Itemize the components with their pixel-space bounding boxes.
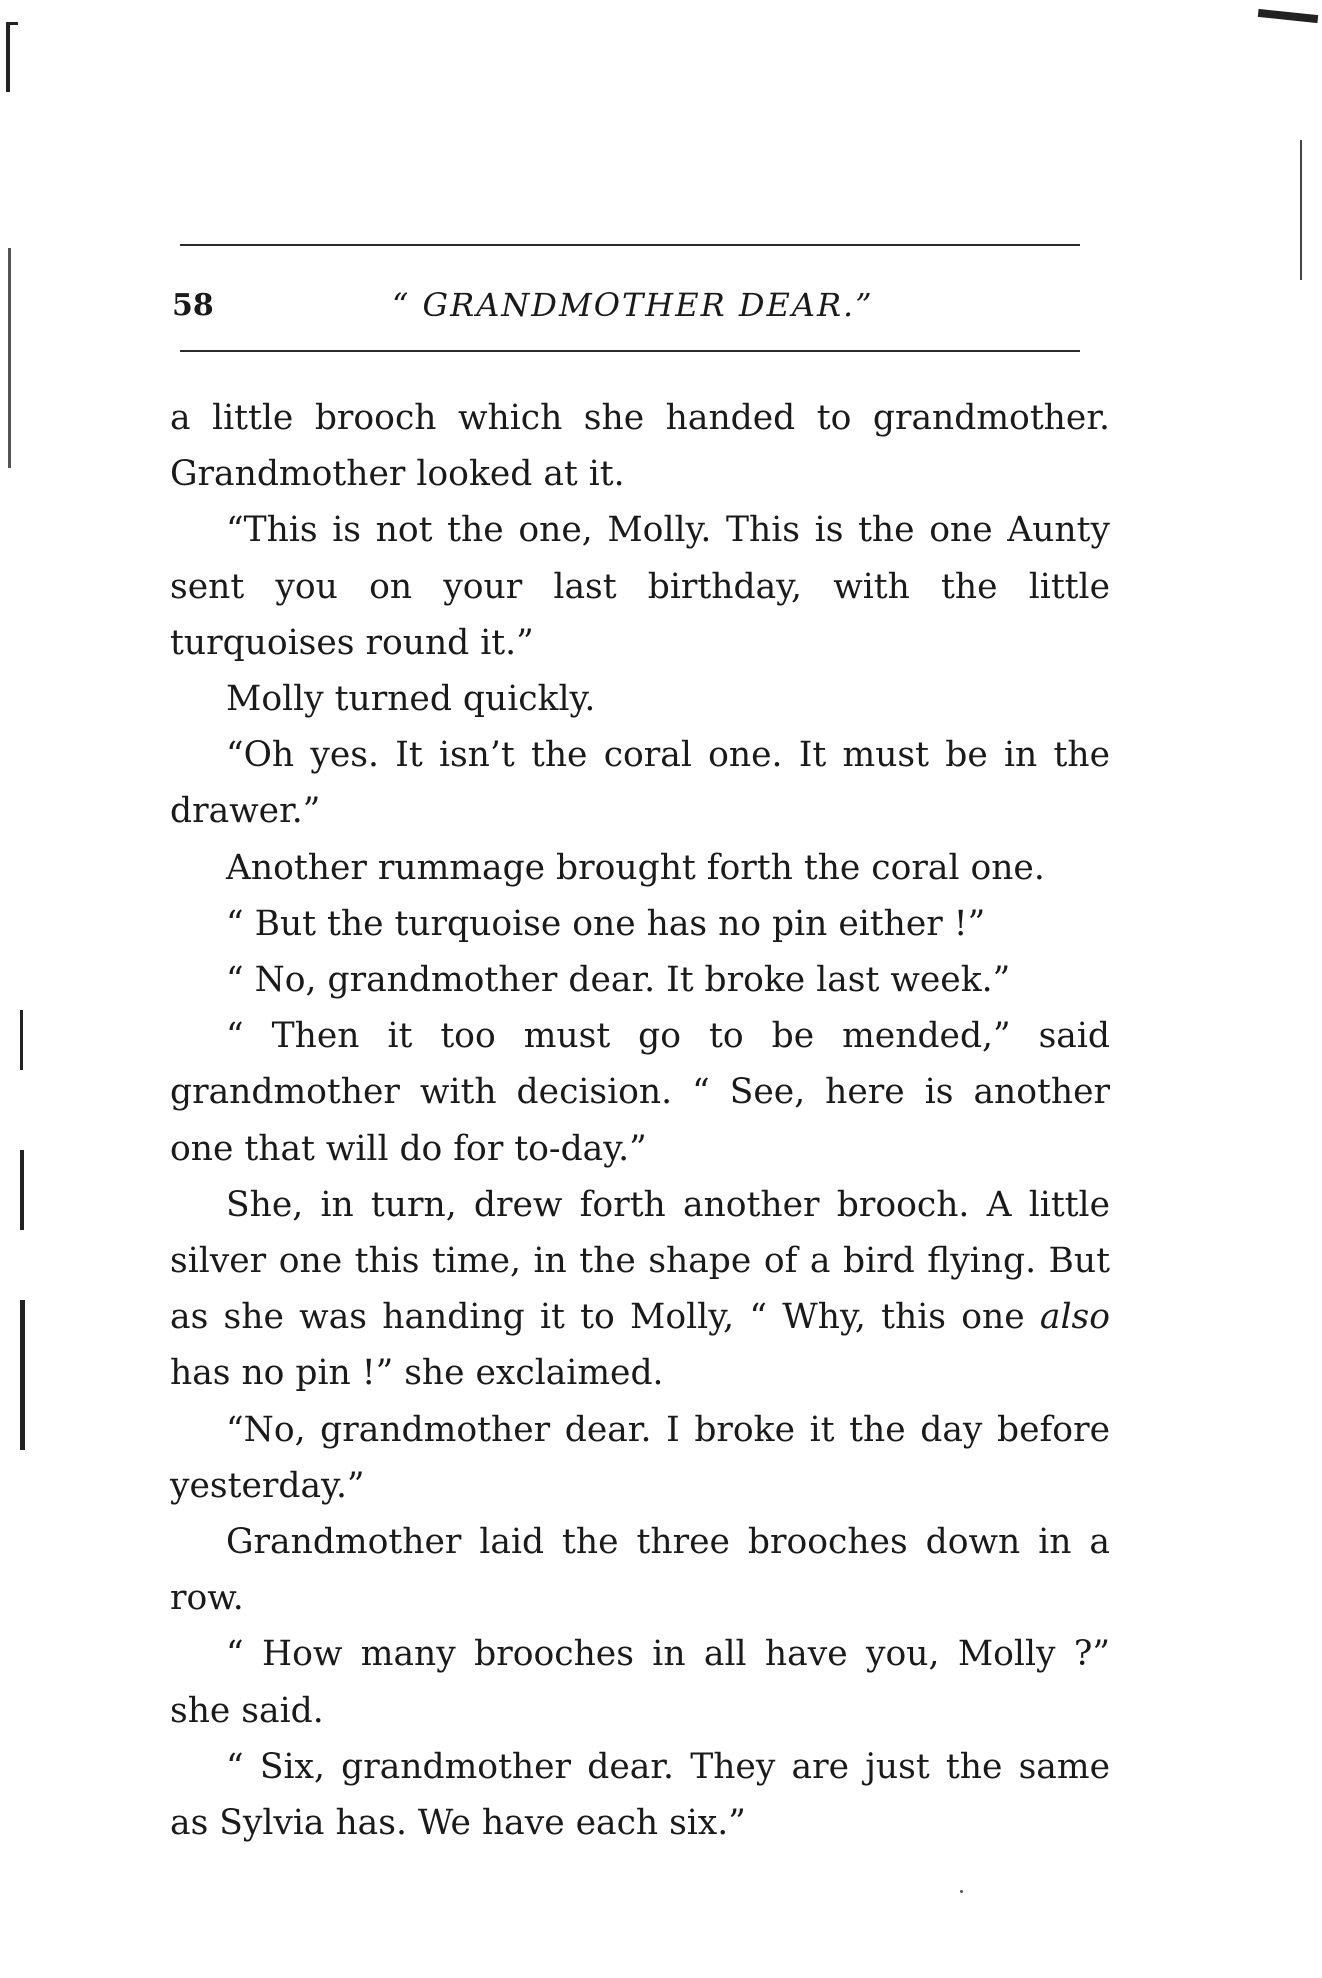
paragraph: “No, grandmother dear. I broke it the day before yesterday.”: [170, 1409, 1110, 1506]
scan-edge-mark: [1258, 9, 1319, 23]
italic-word: also: [1039, 1297, 1110, 1338]
scan-edge-mark: [20, 1010, 23, 1070]
paragraph: “ But the turquoise one has no pin either !”: [226, 903, 986, 944]
running-title: “ GRANDMOTHER DEAR.”: [392, 286, 874, 324]
paragraph: “ How many brooches in all have you, Molly ?” she said.: [170, 1634, 1110, 1731]
paragraph: Another rummage brought forth the coral one.: [226, 847, 1045, 888]
header-top-rule: [180, 244, 1080, 246]
paragraph: [170, 1177, 1110, 1402]
scan-edge-mark: [20, 1300, 25, 1450]
paragraph: Molly turned quickly.: [226, 679, 596, 720]
scan-edge-mark: [20, 1150, 24, 1230]
page-number: 58: [172, 288, 214, 323]
scan-edge-mark: [6, 22, 18, 25]
paragraph: “This is not the one, Molly. This is the one Aunty sent you on your last birthday, with the little turquoises round it.”: [170, 510, 1110, 663]
paragraph: a little brooch which she handed to grandmother. Grandmother looked at it.: [170, 398, 1110, 495]
scan-edge-mark: [1300, 140, 1302, 280]
paragraph-text: She, in turn, drew forth another brooch. A little silver one this time, in the shape of a bird flying. But as she was handing it to Molly, “ Why, this one: [170, 1184, 1110, 1338]
scan-edge-mark: [6, 22, 10, 92]
header-bottom-rule: [180, 350, 1080, 352]
paragraph: “Oh yes. It isn’t the coral one. It must be in the drawer.”: [170, 735, 1110, 832]
scan-edge-mark: [8, 248, 11, 468]
paragraph: Grandmother laid the three brooches down in a row.: [170, 1522, 1110, 1619]
body-text: [170, 390, 1110, 1851]
paragraph: “ Then it too must go to be mended,” said grandmother with decision. “ See, here is another one that will do for to-day.”: [170, 1016, 1110, 1169]
paragraph-tail: has no pin !” she exclaimed.: [170, 1353, 664, 1394]
paragraph: “ No, grandmother dear. It broke last week.”: [226, 960, 1011, 1001]
scan-speck: [960, 1890, 963, 1893]
page-header: [172, 282, 1092, 330]
paragraph: “ Six, grandmother dear. They are just the same as Sylvia has. We have each six.”: [170, 1746, 1110, 1844]
